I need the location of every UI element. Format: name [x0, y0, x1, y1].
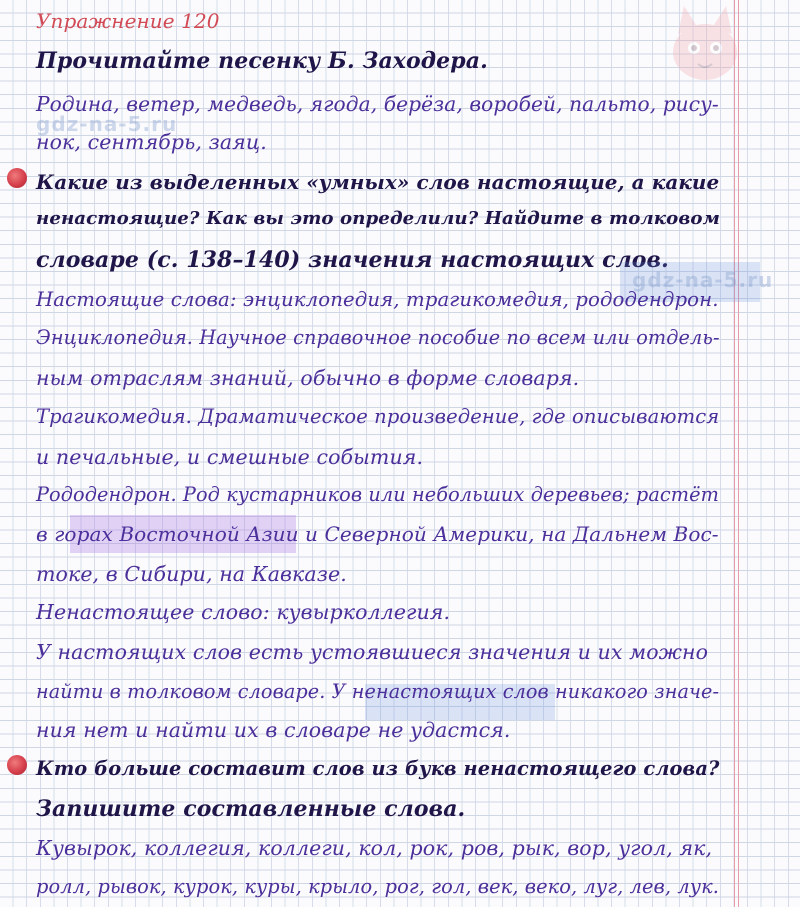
task-bullet-icon — [7, 168, 27, 188]
task-2-line: словаре (с. 138–140) значения настоящих слов. — [36, 247, 669, 273]
answer-line: ния нет и найти их в словаре не удастся. — [36, 718, 511, 742]
task-2-line: Какие из выделенных «умных» слов настоящие, а какие — [36, 170, 720, 194]
answer-line: Рододендрон. Род кустарников или небольших деревьев; растёт — [36, 483, 719, 506]
answer-line: У настоящих слов есть устоявшиеся значения и их можно — [36, 640, 709, 664]
answer-line: Ненастоящее слово: кувырколлегия. — [36, 600, 451, 624]
answer-line: ролл, рывок, курок, куры, крыло, рог, гол, век, веко, луг, лев, лук. — [36, 875, 719, 898]
answer-line: и печальные, и смешные события. — [36, 445, 424, 469]
answer-line: Родина, ветер, медведь, ягода, берёза, воробей, пальто, рису- — [36, 92, 719, 116]
answer-line: Трагикомедия. Драматическое произведение, где описываются — [36, 405, 720, 428]
answer-line: ным отраслям знаний, обычно в форме словаря. — [36, 366, 580, 390]
answer-line: Энциклопедия. Научное справочное пособие по всем или отдель- — [36, 326, 720, 349]
task-3-line: Запишите составленные слова. — [36, 796, 466, 822]
task-bullet-icon — [7, 755, 27, 775]
answer-line: токе, в Сибири, на Кавказе. — [36, 562, 347, 586]
watermark-text: gdz-na-5.ru — [36, 112, 178, 136]
exercise-heading: Упражнение 120 — [36, 9, 220, 33]
watermark-text: gdz-na-5.ru — [632, 268, 774, 292]
answer-line: нок, сентябрь, заяц. — [36, 130, 267, 154]
answer-line: найти в толковом словаре. У ненастоящих слов никакого значе- — [36, 680, 720, 703]
task-2-line: ненастоящие? Как вы это определили? Найдите в толковом — [36, 208, 720, 229]
task-3-line: Кто больше составит слов из букв ненастоящего слова? — [36, 757, 720, 780]
answer-line: Настоящие слова: энциклопедия, трагикомедия, рододендрон. — [36, 288, 719, 311]
answer-line: Кувырок, коллегия, коллеги, кол, рок, ров, рык, вор, угол, як, — [36, 836, 713, 860]
task-1: Прочитайте песенку Б. Заходера. — [36, 48, 488, 74]
answer-line: в горах Восточной Азии и Северной Америки, на Дальнем Вос- — [36, 522, 719, 546]
